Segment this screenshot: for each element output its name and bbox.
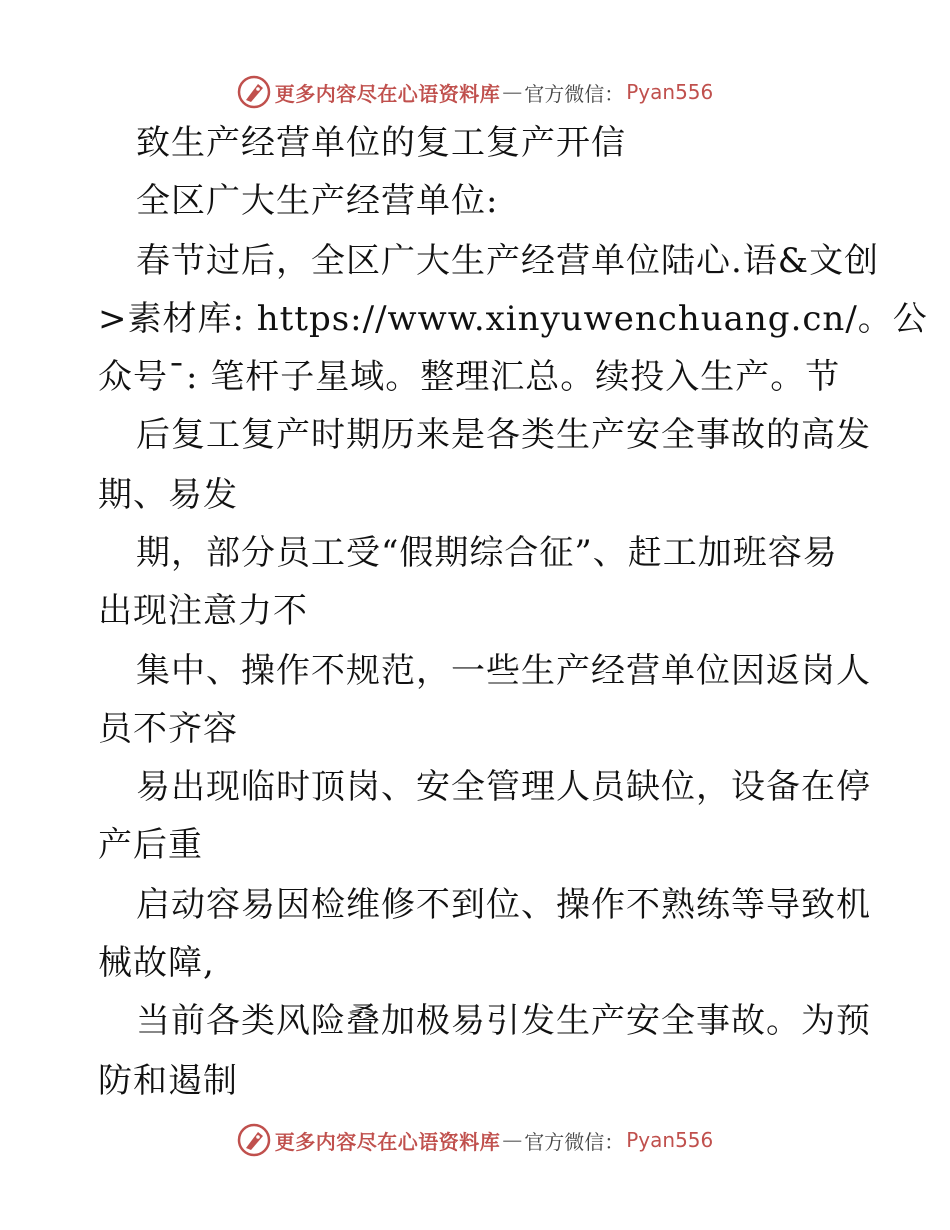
body-line: 众号¯: 笔杆子星域。整理汇总。续投入生产。节 (98, 357, 841, 397)
body-line: 产后重 (98, 825, 203, 865)
document-salutation: 全区广大生产经营单位: (136, 181, 499, 221)
banner-wechat-id: Pyan556 (626, 80, 714, 104)
body-line: 期，部分员工受“假期综合征”、赶工加班容易 (136, 533, 838, 573)
body-line: 易出现临时顶岗、安全管理人员缺位，设备在停 (136, 767, 871, 807)
pen-nib-logo-icon (237, 75, 271, 109)
footer-banner (0, 1120, 950, 1160)
pen-nib-logo-icon (237, 1123, 271, 1157)
header-banner (0, 72, 950, 112)
body-line: 启动容易因检维修不到位、操作不熟练等导致机 (136, 885, 871, 925)
banner-separator: — (502, 1128, 523, 1152)
banner-wechat-label: 官方微信： (524, 1129, 625, 1154)
body-line: 出现注意力不 (98, 591, 308, 631)
banner-wechat-id: Pyan556 (626, 1128, 714, 1152)
body-line: 后复工复产时期历来是各类生产安全事故的高发 (136, 415, 871, 455)
body-line: 员不齐容 (98, 709, 238, 749)
body-line: >素材库: https://www.xinyuwenchuang.cn/。公 (98, 299, 928, 339)
body-line: 期、易发 (98, 475, 238, 515)
banner-separator: — (502, 80, 523, 104)
document-title: 致生产经营单位的复工复产开信 (136, 123, 626, 163)
banner-brand-text: 更多内容尽在心语资料库 (274, 81, 501, 106)
body-line: 械故障, (98, 943, 215, 983)
body-line: 集中、操作不规范，一些生产经营单位因返岗人 (136, 651, 871, 691)
banner-wechat-label: 官方微信： (524, 81, 625, 106)
body-line: 春节过后，全区广大生产经营单位陆心.语&文创 (136, 241, 880, 281)
body-line: 防和遏制 (98, 1061, 238, 1101)
banner-brand-text: 更多内容尽在心语资料库 (274, 1129, 501, 1154)
body-line: 当前各类风险叠加极易引发生产安全事故。为预 (136, 1001, 871, 1041)
